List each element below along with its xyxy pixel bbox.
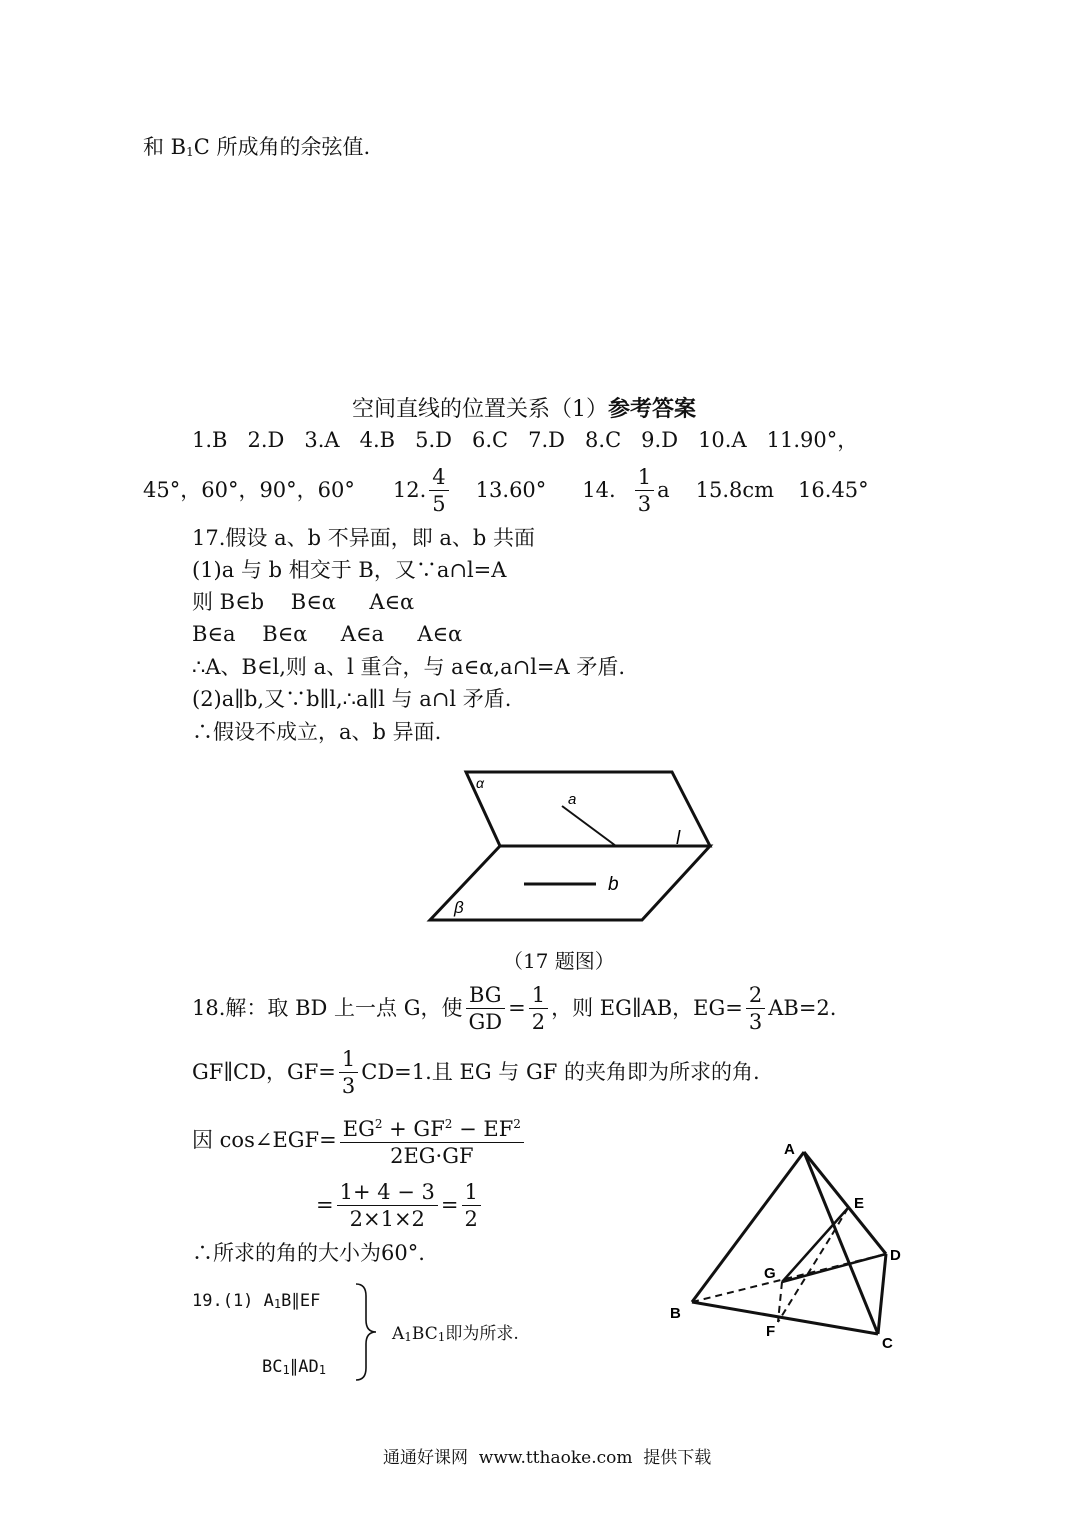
q18-line-5: ∴所求的角的大小为60°. (192, 1241, 425, 1265)
q17-line-4: B∈a B∈α A∈a A∈α (192, 622, 463, 646)
q18-line-1: 18.解：取 BD 上一点 G，使 $\frac{BG}{GD}$ = $\frac{1}{2}$ ，则 EG∥AB，EG= $\frac{2}{3}$ AB=2. (192, 982, 837, 1034)
q18-line-3: 因 cos∠EGF= $\frac{EG^2 + GF^2 - EF^2}{2EG\cdot GF}$ (192, 1110, 527, 1170)
line-a (562, 806, 616, 846)
q19-line-1: 19.(1) A1B∥EF (192, 1291, 321, 1311)
fraction-4-5: $\frac{4}{5}$ (429, 464, 448, 517)
fraction-calc: $\frac{1+ 4 - 3}{2\times 1\times 2}$ (337, 1179, 438, 1232)
q17-line-5: ∴A、B∈l,则 a、l 重合，与 a∈α,a∩l=A 矛盾. (192, 655, 626, 679)
fraction-2-3: $\frac{2}{3}$ (746, 982, 765, 1035)
q19-result: A1BC1即为所求. (392, 1324, 519, 1344)
footer: 通通好课网 www.tthaoke.com 提供下载 (383, 1448, 712, 1468)
fraction-bg-gd: $\frac{BG}{GD}$ (465, 982, 505, 1035)
q17-line-6: (2)a∥b,又∵b∥l,∴a∥l 与 a∩l 矛盾. (192, 687, 512, 711)
answer-title: 空间直线的位置关系（1）参考答案 (352, 396, 697, 422)
q19-brace (352, 1280, 382, 1384)
plane-alpha (466, 772, 710, 846)
vertex-A: A (784, 1141, 795, 1158)
q18-line-4: = $\frac{1+ 4 - 3}{2\times 1\times 2}$ = $\frac{1}{2}$ (316, 1175, 484, 1235)
point-G: G (764, 1265, 776, 1282)
fraction-cos-formula: $\frac{EG^2 + GF^2 - EF^2}{2EG\cdot GF}$ (340, 1111, 524, 1169)
label-b: b (608, 874, 619, 895)
point-F: F (766, 1323, 776, 1340)
q17-line-2: (1)a 与 b 相交于 B，又∵a∩l=A (192, 558, 507, 582)
q17-figure (420, 760, 720, 930)
fraction-1-2-b: $\frac{1}{2}$ (462, 1179, 481, 1232)
q19-line-2: BC1∥AD1 (262, 1357, 326, 1377)
point-E: E (854, 1195, 865, 1212)
label-l: l (676, 828, 681, 849)
top-line: 和 B1C 所成角的余弦值. (143, 135, 371, 159)
fraction-1-2-a: $\frac{1}{2}$ (529, 982, 548, 1035)
answers-line-1: 1.B 2.D 3.A 4.B 5.D 6.C 7.D 8.C 9.D 10.A 11.90°， (192, 428, 859, 452)
label-a: a (568, 791, 577, 808)
fraction-1-3: $\frac{1}{3}$ (635, 464, 654, 517)
q17-line-3: 则 B∈b B∈α A∈α (192, 590, 415, 614)
label-beta: β (454, 898, 464, 917)
q18-line-2: GF∥CD，GF= $\frac{1}{3}$ CD=1.且 EG 与 GF 的夹角即为所求的角. (192, 1046, 760, 1098)
vertex-D: D (890, 1247, 901, 1264)
label-alpha: α (476, 775, 484, 791)
answers-line-2: 45°，60°，90°，60° 12. $\frac{4}{5}$ 13.60° 14. $\frac{1}{3}$ a 15.8cm 16.45° (143, 464, 869, 516)
q17-line-7: ∴假设不成立，a、b 异面. (192, 720, 442, 744)
q18-tetrahedron-figure (660, 1130, 920, 1360)
vertex-B: B (670, 1305, 681, 1322)
q17-caption: （17 题图） (503, 949, 615, 973)
q17-line-1: 17.假设 a、b 不异面，即 a、b 共面 (192, 526, 536, 550)
vertex-C: C (882, 1335, 893, 1352)
fraction-1-3-b: $\frac{1}{3}$ (339, 1046, 358, 1099)
